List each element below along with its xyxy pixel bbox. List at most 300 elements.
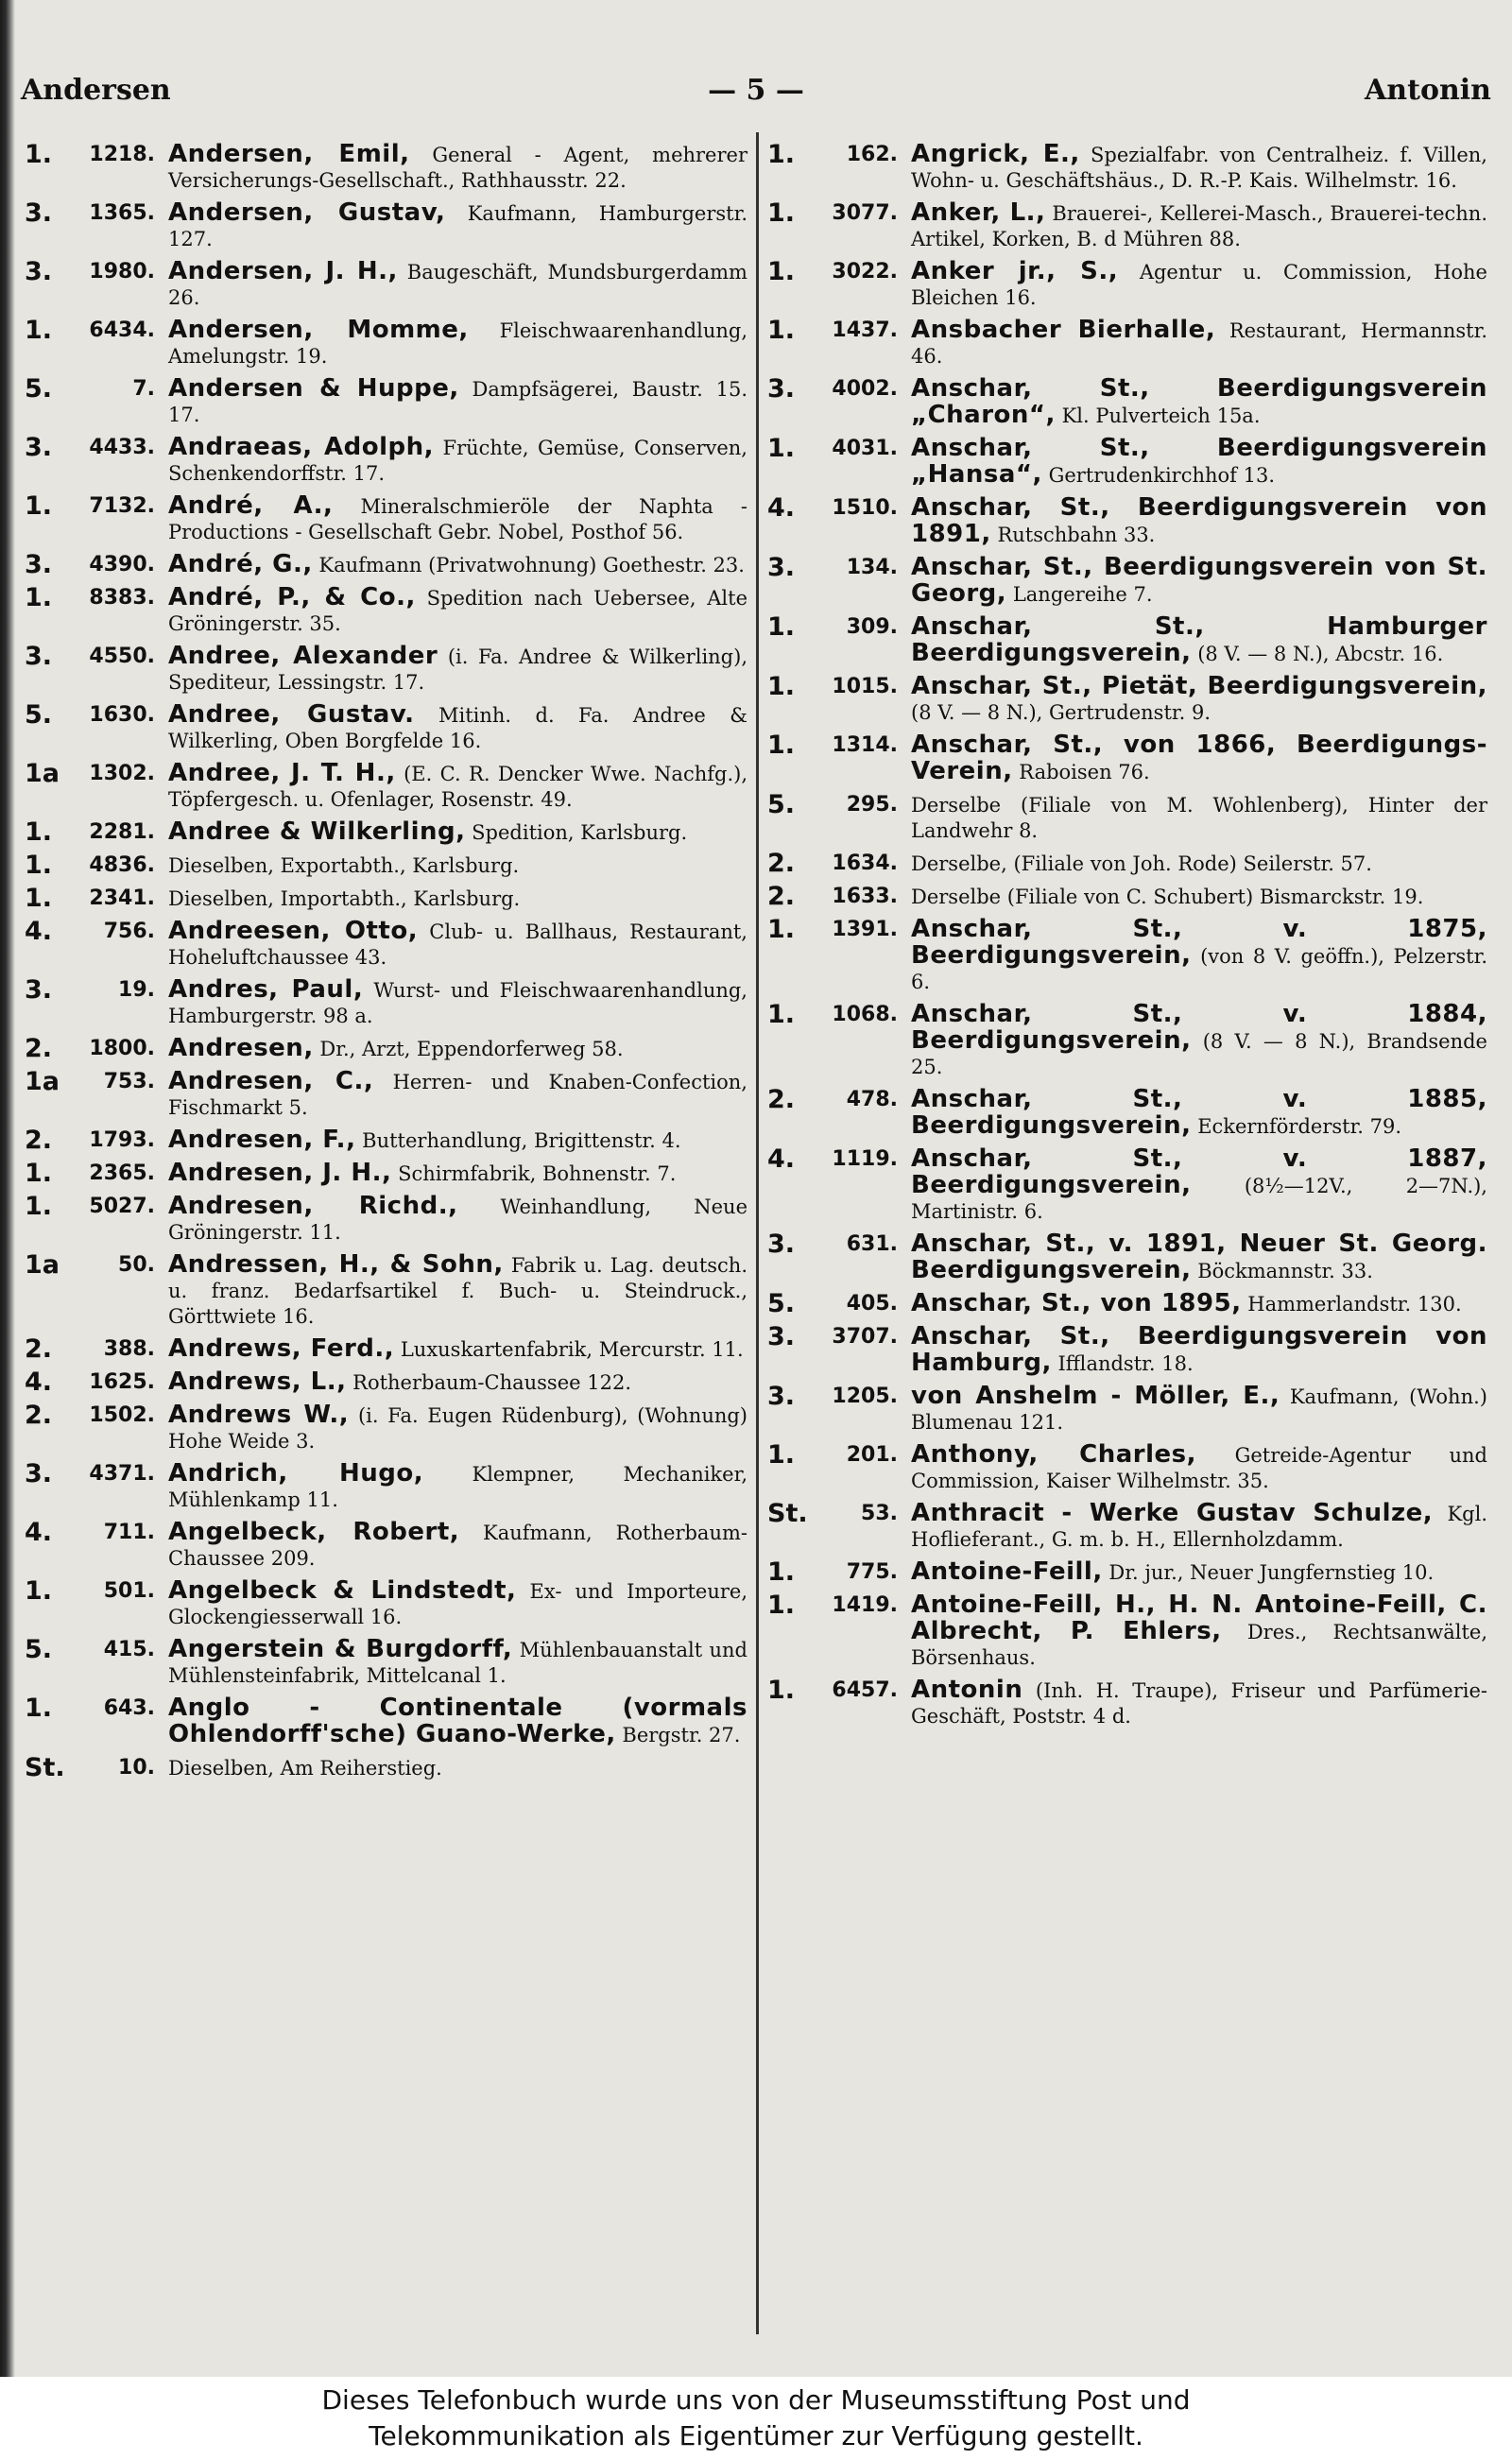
- entry-name: André, A.,: [168, 491, 334, 520]
- directory-entry: [767, 1442, 1487, 1494]
- exchange-code: 2.: [767, 849, 796, 878]
- phone-number: 1510.: [832, 496, 898, 520]
- entry-text: [168, 1161, 747, 1187]
- directory-entry: [767, 1291, 1487, 1317]
- entry-text: [911, 1231, 1487, 1284]
- entry-text: [911, 1384, 1487, 1436]
- phone-number: 1365.: [89, 201, 155, 225]
- phone-number: 1793.: [89, 1128, 155, 1152]
- entry-text: [911, 884, 1487, 910]
- entry-name: Andreesen, Otto,: [168, 917, 419, 945]
- phone-number: 162.: [846, 143, 898, 166]
- entry-description: Wurst- und Fleischwaarenhandlung, Hamburgerstr. 98 a.: [168, 979, 747, 1027]
- directory-entry: [25, 1069, 747, 1121]
- phone-number: 1314.: [832, 733, 898, 757]
- directory-entry: [767, 495, 1487, 548]
- entry-name: Andresen, Richd.,: [168, 1192, 458, 1220]
- entry-name: Andersen, Emil,: [168, 140, 410, 168]
- header-last-entry: Antonin: [1365, 74, 1491, 107]
- phone-number: 4031.: [832, 437, 898, 460]
- entry-text: [168, 318, 747, 370]
- entry-description: Dieselben, Exportabth., Karlsburg.: [168, 854, 520, 877]
- entry-description: Klempner, Mechaniker, Mühlenkamp 11.: [168, 1463, 747, 1511]
- phone-number: 643.: [103, 1696, 155, 1720]
- entry-name: Anschar, St., v. 1891, Neuer St. Georg. Beerdigungsverein,: [911, 1230, 1487, 1284]
- entry-description: Böckmannstr. 33.: [1197, 1260, 1373, 1282]
- phone-number: 4550.: [89, 645, 155, 668]
- entry-description: (i. Fa. Andree & Wilkerling), Spediteur, Lessingstr. 17.: [168, 645, 747, 694]
- directory-entry: [767, 732, 1487, 785]
- phone-number: 7132.: [89, 494, 155, 518]
- entry-text: [911, 200, 1487, 252]
- entry-name: Angelbeck & Lindstedt,: [168, 1576, 517, 1605]
- entry-text: [168, 977, 747, 1029]
- entry-name: Anschar, St., Beerdigungsverein „Charon“,: [911, 374, 1487, 429]
- entry-text: [911, 436, 1487, 489]
- exchange-code: 1.: [767, 1440, 796, 1470]
- entry-text: [911, 318, 1487, 370]
- directory-entry: [25, 1194, 747, 1246]
- exchange-code: 1.: [25, 1576, 53, 1606]
- phone-number: 3022.: [832, 260, 898, 284]
- exchange-code: 1.: [767, 672, 796, 701]
- entry-name: Andres, Paul,: [168, 975, 364, 1004]
- entry-name: von Anshelm - Möller, E.,: [911, 1382, 1280, 1410]
- exchange-code: 1.: [25, 851, 53, 880]
- exchange-code: 1.: [767, 731, 796, 760]
- entry-description: Dieselben, Importabth., Karlsburg.: [168, 887, 521, 910]
- entry-text: [911, 614, 1487, 667]
- directory-entry: [767, 436, 1487, 489]
- entry-description: Mühlenbauanstalt und Mühlensteinfabrik, Mittelcanal 1.: [168, 1639, 747, 1687]
- entry-name: Anschar, St., v. 1887, Beerdigungsverein,: [911, 1144, 1487, 1199]
- entry-text: [168, 142, 747, 194]
- directory-entry: [25, 919, 747, 971]
- entry-description: (von 8 V. geöffn.), Pelzerstr. 6.: [911, 945, 1487, 993]
- directory-entry: [25, 200, 747, 252]
- exchange-code: 3.: [25, 975, 53, 1005]
- phone-number: 1633.: [832, 885, 898, 908]
- exchange-code: 2.: [25, 1126, 53, 1155]
- entry-text: [168, 552, 747, 578]
- entry-text: [168, 886, 747, 912]
- directory-entry: [25, 761, 747, 813]
- phone-number: 4002.: [832, 377, 898, 401]
- entry-description: Mitinh. d. Fa. Andree & Wilkerling, Oben Borgfelde 16.: [168, 704, 747, 752]
- entry-name: Andraeas, Adolph,: [168, 433, 435, 461]
- entry-description: Dr., Arzt, Eppendorferweg 58.: [319, 1038, 624, 1060]
- exchange-code: 4.: [767, 1144, 796, 1174]
- directory-entry: [767, 376, 1487, 429]
- exchange-code: 1.: [767, 257, 796, 286]
- phone-number: 201.: [846, 1443, 898, 1467]
- phone-number: 4433.: [89, 436, 155, 459]
- exchange-code: 1.: [25, 140, 53, 169]
- entry-description: Früchte, Gemüse, Conserven, Schenkendorffstr. 17.: [168, 437, 747, 485]
- phone-number: 1800.: [89, 1037, 155, 1060]
- entry-description: Spedition, Karlsburg.: [472, 821, 688, 844]
- page-header: [21, 74, 1491, 115]
- directory-entry: [25, 142, 747, 194]
- exchange-code: 2.: [25, 1334, 53, 1364]
- entry-description: (i. Fa. Eugen Rüdenburg), (Wohnung) Hohe Weide 3.: [168, 1404, 748, 1453]
- entry-name: Anschar, St., v. 1875, Beerdigungsverein,: [911, 915, 1487, 970]
- phone-number: 775.: [846, 1560, 898, 1584]
- directory-entry: [25, 1755, 747, 1781]
- entry-text: [168, 1695, 747, 1748]
- exchange-code: 3.: [25, 1459, 53, 1488]
- entry-description: Kaufmann, Hamburgerstr. 127.: [168, 202, 747, 250]
- exchange-code: 4.: [25, 1368, 53, 1397]
- entry-text: [911, 1002, 1487, 1080]
- entry-description: Kaufmann (Privatwohnung) Goethestr. 23.: [318, 554, 745, 576]
- directory-entry: [767, 614, 1487, 667]
- exchange-code: 2.: [25, 1401, 53, 1430]
- directory-entry: [25, 1336, 747, 1363]
- entry-text: [168, 702, 747, 754]
- entry-description: Raboisen 76.: [1019, 761, 1150, 783]
- entry-name: Andresen,: [168, 1034, 314, 1062]
- phone-number: 2341.: [89, 886, 155, 910]
- directory-entry: [25, 493, 747, 545]
- directory-entry: [767, 555, 1487, 608]
- exchange-code: 4.: [25, 917, 53, 946]
- entry-name: Andersen, Gustav,: [168, 198, 446, 227]
- directory-entry: [25, 644, 747, 696]
- directory-entry: [25, 318, 747, 370]
- exchange-code: 2.: [25, 1034, 53, 1063]
- entry-description: Gertrudenkirchhof 13.: [1048, 464, 1275, 487]
- entry-text: [168, 1127, 747, 1154]
- phone-number: 10.: [118, 1756, 155, 1780]
- directory-entry: [25, 819, 747, 846]
- entry-name: Anschar, St., Beerdigungsverein von Hamburg,: [911, 1322, 1487, 1377]
- entry-text: [168, 259, 747, 311]
- entry-description: Ex- und Importeure, Glockengiesserwall 16.: [168, 1580, 747, 1628]
- entry-text: [911, 732, 1487, 785]
- phone-number: 753.: [103, 1070, 155, 1093]
- directory-entry: [25, 1695, 747, 1748]
- entry-text: [168, 1755, 747, 1781]
- entry-name: Anschar, St., v. 1885, Beerdigungsverein,: [911, 1085, 1487, 1140]
- entry-text: [168, 1036, 747, 1062]
- directory-entry: [767, 851, 1487, 877]
- entry-description: Derselbe, (Filiale von Joh. Rode) Seilerstr. 57.: [911, 852, 1372, 875]
- entry-description: Dieselben, Am Reiherstieg.: [168, 1757, 442, 1780]
- directory-entry: [767, 1677, 1487, 1729]
- entry-name: Andree & Wilkerling,: [168, 817, 466, 846]
- entry-description: Herren- und Knaben-Confection, Fischmarkt 5.: [168, 1071, 747, 1119]
- exchange-code: 1.: [25, 583, 53, 612]
- entry-description: Fabrik u. Lag. deutsch. u. franz. Bedarfsartikel f. Buch- u. Steindruck., Görttwiete 16.: [168, 1254, 747, 1328]
- directory-entry: [25, 435, 747, 487]
- entry-text: [911, 1442, 1487, 1494]
- entry-name: Antoine-Feill, H., H. N. Antoine-Feill, C. Albrecht, P. Ehlers,: [911, 1591, 1487, 1645]
- entry-description: Butterhandlung, Brigittenstr. 4.: [362, 1129, 681, 1152]
- entry-name: Andersen & Huppe,: [168, 374, 459, 403]
- directory-entry: [767, 142, 1487, 194]
- entry-description: Spezialfabr. von Centralheiz. f. Villen, Wohn- u. Geschäftshäus., D. R.-P. Kais. Wilhelmstr. 16.: [911, 144, 1487, 192]
- phone-number: 4836.: [89, 853, 155, 877]
- phone-number: 4371.: [89, 1462, 155, 1486]
- entry-name: Andree, Gustav.: [168, 700, 415, 729]
- entry-name: Ansbacher Bierhalle,: [911, 316, 1216, 344]
- entry-description: Weinhandlung, Neue Gröningerstr. 11.: [168, 1196, 747, 1244]
- phone-number: 8383.: [89, 586, 155, 610]
- entry-description: Club- u. Ballhaus, Restaurant, Hoheluftchaussee 43.: [168, 920, 747, 969]
- entry-name: Andrews, L.,: [168, 1368, 347, 1396]
- directory-entry: [25, 259, 747, 311]
- phone-number: 405.: [846, 1292, 898, 1316]
- entry-text: [168, 1194, 747, 1246]
- directory-entry: [767, 1087, 1487, 1140]
- phone-number: 1625.: [89, 1370, 155, 1394]
- entry-text: [911, 1146, 1487, 1225]
- entry-text: [911, 259, 1487, 311]
- entry-description: Dr. jur., Neuer Jungfernstieg 10.: [1108, 1561, 1435, 1584]
- phone-number: 1980.: [89, 260, 155, 284]
- phone-number: 3707.: [832, 1325, 898, 1349]
- exchange-code: 4.: [25, 1518, 53, 1547]
- right-column: [767, 142, 1487, 1736]
- entry-description: Dres., Rechtsanwälte, Börsenhaus.: [911, 1621, 1487, 1669]
- entry-text: [168, 1578, 747, 1630]
- entry-description: Eckernförderstr. 79.: [1197, 1115, 1402, 1138]
- directory-entry: [25, 1402, 747, 1454]
- entry-text: [168, 585, 747, 637]
- exchange-code: 5.: [25, 700, 53, 730]
- entry-name: Anschar, St., Pietät, Beerdigungsverein,: [911, 672, 1487, 700]
- exchange-code: 1.: [767, 140, 796, 169]
- phone-number: 7.: [132, 377, 155, 401]
- entry-name: Andrews, Ferd.,: [168, 1334, 395, 1363]
- entry-name: Angrick, E.,: [911, 140, 1080, 168]
- directory-entry: [767, 1501, 1487, 1553]
- directory-entry: [25, 1637, 747, 1689]
- phone-number: 1068.: [832, 1003, 898, 1026]
- entry-text: [168, 1369, 747, 1396]
- entry-text: [168, 919, 747, 971]
- phone-number: 4390.: [89, 553, 155, 576]
- exchange-code: 3.: [25, 642, 53, 671]
- left-column: [25, 142, 747, 1788]
- entry-text: [911, 555, 1487, 608]
- directory-entry: [25, 552, 747, 578]
- entry-description: Rutschbahn 33.: [997, 524, 1156, 546]
- exchange-code: 1.: [25, 1192, 53, 1221]
- entry-description: (Inh. H. Traupe), Friseur und Parfümerie-Geschäft, Poststr. 4 d.: [911, 1679, 1487, 1728]
- phone-number: 1205.: [832, 1385, 898, 1408]
- page-number: — 5 —: [708, 74, 804, 107]
- directory-entry: [767, 318, 1487, 370]
- phone-number: 19.: [118, 978, 155, 1002]
- entry-name: Andrich, Hugo,: [168, 1459, 424, 1488]
- directory-entry: [25, 886, 747, 912]
- exchange-code: 3.: [25, 550, 53, 579]
- entry-name: Anschar, St., Hamburger Beerdigungsverein,: [911, 612, 1487, 667]
- directory-entry: [25, 1127, 747, 1154]
- exchange-code: 3.: [767, 553, 796, 582]
- phone-number: 1391.: [832, 918, 898, 941]
- entry-text: [911, 1592, 1487, 1671]
- exchange-code: 1.: [767, 1676, 796, 1705]
- directory-entry: [767, 1146, 1487, 1225]
- entry-description: Rotherbaum-Chaussee 122.: [352, 1371, 632, 1394]
- entry-description: Bergstr. 27.: [622, 1724, 741, 1746]
- entry-description: Brauerei-, Kellerei-Masch., Brauerei-techn. Artikel, Korken, B. d Mühren 88.: [911, 202, 1487, 250]
- exchange-code: 3.: [25, 198, 53, 228]
- phone-number: 2365.: [89, 1161, 155, 1185]
- entry-name: Andresen, J. H.,: [168, 1159, 392, 1187]
- entry-text: [168, 376, 747, 428]
- entry-description: Derselbe (Filiale von C. Schubert) Bismarckstr. 19.: [911, 886, 1424, 908]
- header-first-entry: Andersen: [21, 74, 171, 107]
- entry-text: [911, 917, 1487, 995]
- phone-number: 1630.: [89, 703, 155, 727]
- exchange-code: 3.: [767, 1322, 796, 1351]
- entry-description: (8 V. — 8 N.), Gertrudenstr. 9.: [911, 701, 1211, 724]
- entry-text: [911, 1087, 1487, 1140]
- exchange-code: 1.: [767, 1000, 796, 1029]
- entry-text: [168, 493, 747, 545]
- exchange-code: 3.: [767, 1230, 796, 1259]
- directory-entry: [767, 1592, 1487, 1671]
- phone-number: 6434.: [89, 318, 155, 342]
- entry-description: Fleischwaarenhandlung, Amelungstr. 19.: [168, 319, 747, 368]
- entry-description: General - Agent, mehrerer Versicherungs-Gesellschaft., Rathhausstr. 22.: [168, 144, 747, 192]
- directory-entry: [767, 1002, 1487, 1080]
- phone-number: 3077.: [832, 201, 898, 225]
- directory-entry: [25, 1036, 747, 1062]
- entry-description: (E. C. R. Dencker Wwe. Nachfg.), Töpfergesch. u. Ofenlager, Rosenstr. 49.: [168, 763, 748, 811]
- footer-notice: [0, 2377, 1512, 2460]
- entry-text: [168, 1402, 747, 1454]
- entry-name: Andressen, H., & Sohn,: [168, 1250, 504, 1279]
- phone-number: 1302.: [89, 762, 155, 785]
- directory-entry: [25, 852, 747, 879]
- entry-name: André, P., & Co.,: [168, 583, 416, 611]
- phone-number: 309.: [846, 615, 898, 639]
- entry-name: Anker, L.,: [911, 198, 1046, 227]
- entry-description: Dampfsägerei, Baustr. 15. 17.: [168, 378, 747, 426]
- phone-number: 2281.: [89, 820, 155, 844]
- entry-name: Anschar, St., Beerdigungsverein von St. Georg,: [911, 553, 1487, 608]
- exchange-code: 1.: [767, 915, 796, 944]
- entry-text: [911, 1291, 1487, 1317]
- directory-entry: [25, 1578, 747, 1630]
- directory-entry: [767, 200, 1487, 252]
- directory-entry: [767, 1231, 1487, 1284]
- entry-text: [911, 792, 1487, 844]
- directory-entry: [767, 674, 1487, 726]
- exchange-code: 3.: [25, 257, 53, 286]
- entry-name: Antonin: [911, 1676, 1023, 1704]
- directory-entry: [767, 1559, 1487, 1586]
- exchange-code: 2.: [767, 882, 796, 911]
- exchange-code: 1a: [25, 1250, 60, 1280]
- exchange-code: 1.: [25, 491, 53, 521]
- entry-description: Langereihe 7.: [1012, 583, 1153, 606]
- exchange-code: 1a: [25, 1067, 60, 1096]
- entry-text: [168, 819, 747, 846]
- entry-description: Schirmfabrik, Bohnenstr. 7.: [398, 1162, 677, 1185]
- entry-text: [168, 644, 747, 696]
- entry-description: Luxuskartenfabrik, Mercurstr. 11.: [400, 1338, 744, 1361]
- phone-number: 1419.: [832, 1593, 898, 1617]
- footer-line-2: Telekommunikation als Eigentümer zur Verfügung gestellt.: [369, 2420, 1143, 2451]
- entry-name: Andree, J. T. H.,: [168, 759, 396, 787]
- phone-number: 1119.: [832, 1147, 898, 1171]
- exchange-code: 5.: [25, 374, 53, 404]
- entry-name: Anker jr., S.,: [911, 257, 1119, 285]
- entry-name: Anthracit - Werke Gustav Schulze,: [911, 1499, 1434, 1527]
- exchange-code: 1.: [25, 1694, 53, 1723]
- directory-entry: [767, 792, 1487, 844]
- entry-text: [911, 1677, 1487, 1729]
- entry-text: [168, 852, 747, 879]
- directory-entry: [25, 1252, 747, 1330]
- entry-name: Anschar, St., von 1895,: [911, 1289, 1242, 1317]
- entry-name: Antoine-Feill,: [911, 1557, 1103, 1586]
- phone-number: 1502.: [89, 1403, 155, 1427]
- entry-name: Anschar, St., Beerdigungsverein von 1891,: [911, 493, 1487, 548]
- directory-entry: [767, 917, 1487, 995]
- entry-text: [911, 495, 1487, 548]
- entry-text: [168, 200, 747, 252]
- directory-entry: [25, 1520, 747, 1572]
- phone-number: 53.: [861, 1502, 898, 1525]
- exchange-code: 1.: [25, 1159, 53, 1188]
- entry-text: [911, 851, 1487, 877]
- entry-description: Baugeschäft, Mundsburgerdamm 26.: [168, 261, 747, 309]
- exchange-code: 1.: [767, 1557, 796, 1587]
- entry-description: (8 V. — 8 N.), Brandsende 25.: [911, 1030, 1487, 1078]
- exchange-code: 1a: [25, 759, 60, 788]
- entry-description: Kgl. Hoflieferant., G. m. b. H., Ellernholzdamm.: [911, 1503, 1487, 1551]
- entry-text: [911, 142, 1487, 194]
- entry-text: [168, 1252, 747, 1330]
- exchange-code: 1.: [25, 884, 53, 913]
- exchange-code: 2.: [767, 1085, 796, 1114]
- phone-number: 415.: [103, 1638, 155, 1661]
- directory-entry: [25, 977, 747, 1029]
- directory-entry: [767, 259, 1487, 311]
- entry-name: Anglo - Continentale (vormals Ohlendorff'sche) Guano-Werke,: [168, 1694, 747, 1748]
- exchange-code: 1.: [767, 198, 796, 228]
- exchange-code: 1.: [767, 316, 796, 345]
- entry-description: Restaurant, Hermannstr. 46.: [911, 319, 1487, 368]
- directory-entry: [25, 376, 747, 428]
- entry-description: Kaufmann, (Wohn.) Blumenau 121.: [911, 1385, 1487, 1434]
- entry-description: Kl. Pulverteich 15a.: [1061, 404, 1261, 427]
- exchange-code: 1.: [767, 434, 796, 463]
- entry-name: André, G.,: [168, 550, 313, 578]
- directory-entry: [25, 702, 747, 754]
- exchange-code: 1.: [25, 817, 53, 847]
- footer-line-1: Dieses Telefonbuch wurde uns von der Museumsstiftung Post und: [321, 2384, 1191, 2416]
- phone-number: 295.: [846, 793, 898, 817]
- directory-entry: [25, 1461, 747, 1513]
- column-divider: [756, 132, 759, 2334]
- phone-number: 1634.: [832, 852, 898, 875]
- entry-text: [911, 376, 1487, 429]
- entry-description: Mineralschmieröle der Naphta - Productions - Gesellschaft Gebr. Nobel, Posthof 56.: [168, 495, 747, 543]
- entry-name: Andersen, Momme,: [168, 316, 469, 344]
- phone-number: 1437.: [832, 318, 898, 342]
- entry-text: [911, 1559, 1487, 1586]
- phone-number: 478.: [846, 1088, 898, 1111]
- entry-description: Ifflandstr. 18.: [1057, 1352, 1194, 1375]
